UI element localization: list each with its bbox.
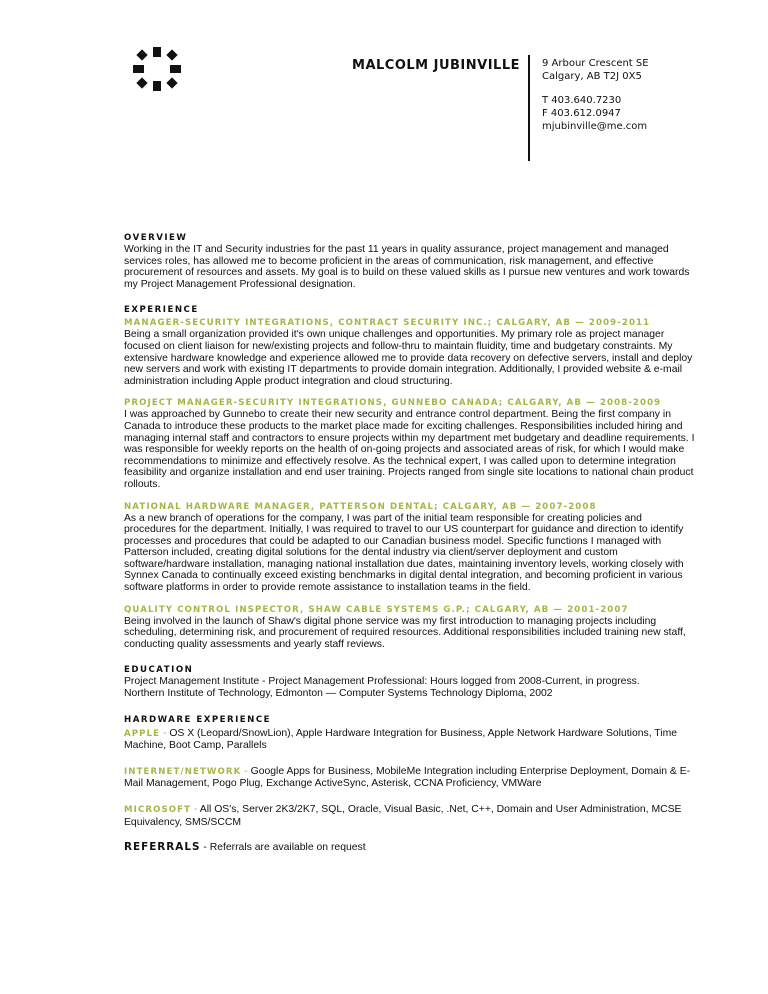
job-title: PROJECT MANAGER-SECURITY INTEGRATIONS, GUNNEBO CANADA; CALGARY, AB — 2008-2009 bbox=[124, 398, 662, 409]
email-link[interactable]: mjubinville@me.com bbox=[542, 121, 648, 132]
hardware-text: All OS's, Server 2K3/2K7, SQL, Oracle, Visual Basic, .Net, C++, Domain and User Administration, MCSE Equivalency, SMS/SCCM bbox=[124, 804, 682, 828]
referrals-label: REFERRALS bbox=[124, 841, 201, 854]
hardware-label: INTERNET/NETWORK bbox=[124, 766, 242, 777]
job-title: NATIONAL HARDWARE MANAGER, PATTERSON DENTAL; CALGARY, AB — 2007-2008 bbox=[124, 501, 597, 512]
candidate-name: MALCOLM JUBINVILLE bbox=[352, 58, 520, 73]
phone: T 403.640.7230 bbox=[542, 95, 622, 106]
overview-heading: OVERVIEW bbox=[124, 233, 188, 243]
hardware-separator: - bbox=[191, 804, 200, 815]
hardware-separator: - bbox=[241, 765, 251, 777]
referrals-separator: - bbox=[200, 842, 210, 854]
job-description: I was approached by Gunnebo to create their new security and entrance control department. Being the first company in Canada to introduce these products to the market place made for exciting challenges. Responsibilities included hiring and managing internal staff and contractors to ensure projects within my department met budgetary and deadline requirements. I was responsible for weekly reports on the health of on-going projects and associated areas of risk, for which I would make recommendations to minimize and effectively resolve. As the technical expert, I was called upon to determine integration feasibility and organize installation and end user training. Projects ranged from single site locations to national chain product rollouts. bbox=[124, 409, 695, 490]
hardware-heading: HARDWARE EXPERIENCE bbox=[124, 714, 272, 725]
header-divider bbox=[528, 55, 530, 161]
education-line: Project Management Institute - Project Management Professional: Hours logged from 2008-Current, in progress. bbox=[124, 676, 640, 688]
education-heading: EDUCATION bbox=[124, 665, 194, 676]
resume-body bbox=[124, 232, 696, 854]
job-description: Being a small organization provided it's own unique challenges and opportunities. My primary role as project manager focused on client liaison for new/existing projects and follow-thru to maintain fluidity, time and budgetary constraints. My extensive hardware knowledge and experience allowed me to provide data recovery on defective servers, install and deploy new servers and work with existing IT departments to provide domain integration. Additionally, I provided website & e-mail administration including Apple product integration and cloud structuring. bbox=[124, 329, 693, 387]
overview-text: Working in the IT and Security industries for the past 11 years in quality assurance, project management and managed services roles, has allowed me to become proficient in the areas of communication, risk management, and effective procurement of resources and assets. My goal is to build on these valued skills as I pursue new ventures and work towards my Project Management Professional designation. bbox=[124, 244, 690, 290]
referrals-text: Referrals are available on request bbox=[209, 842, 366, 854]
asterisk-logo-icon bbox=[132, 46, 182, 92]
address-line-2: Calgary, AB T2J 0X5 bbox=[542, 71, 642, 82]
hardware-item bbox=[124, 804, 696, 828]
hardware-text: OS X (Leopard/SnowLion), Apple Hardware Integration for Business, Apple Network Hardware Solutions, Time Machine, Boot Camp, Parallels bbox=[124, 727, 678, 752]
education-line: Northern Institute of Technology, Edmonton — Computer Systems Technology Diploma, 2002 bbox=[124, 688, 553, 700]
contact-block bbox=[542, 57, 649, 133]
job-description: As a new branch of operations for the company, I was part of the initial team responsible for creating policies and procedures for the department. Initially, I was required to travel to our US counterpart for guidance and direction to identify processes and procedures that could be adapted to our Canadian business model. Specific functions I managed with Patterson included, creating digital solutions for the dental industry via client/server deployment and custom software/hardware installation, managing national installation due dates, maintaining inventory levels, working closely with Synnex Canada to continually exceed existing benchmarks in digital dental integration, and becoming proficient in various software platforms in order to provide remote assistance to installation teams in the field. bbox=[124, 512, 684, 594]
hardware-label: MICROSOFT bbox=[124, 805, 192, 815]
fax: F 403.612.0947 bbox=[542, 108, 621, 119]
hardware-label: APPLE bbox=[124, 728, 161, 739]
hardware-separator: - bbox=[160, 727, 170, 739]
hardware-item bbox=[124, 728, 696, 752]
referrals-line bbox=[124, 842, 696, 854]
hardware-text: Google Apps for Business, MobileMe Integration including Enterprise Deployment, Domain & E-Mail Management, Pogo Plug, Exchange ActiveSync, Asterisk, CCNA Proficiency, VMWare bbox=[124, 765, 691, 790]
experience-heading: EXPERIENCE bbox=[124, 305, 199, 316]
job-title: QUALITY CONTROL INSPECTOR, SHAW CABLE SYSTEMS G.P.; CALGARY, AB — 2001-2007 bbox=[124, 604, 629, 615]
job-description: Being involved in the launch of Shaw's digital phone service was my first introduction to managing projects including scheduling, determining risk, and procurement of required resources. Additional responsibilities included training new staff, conducting quality assessments and yearly staff reviews. bbox=[124, 615, 686, 650]
hardware-item bbox=[124, 766, 696, 790]
job-title: MANAGER-SECURITY INTEGRATIONS, CONTRACT SECURITY INC.; CALGARY, AB — 2009-2011 bbox=[124, 318, 651, 329]
address-line-1: 9 Arbour Crescent SE bbox=[542, 58, 649, 69]
